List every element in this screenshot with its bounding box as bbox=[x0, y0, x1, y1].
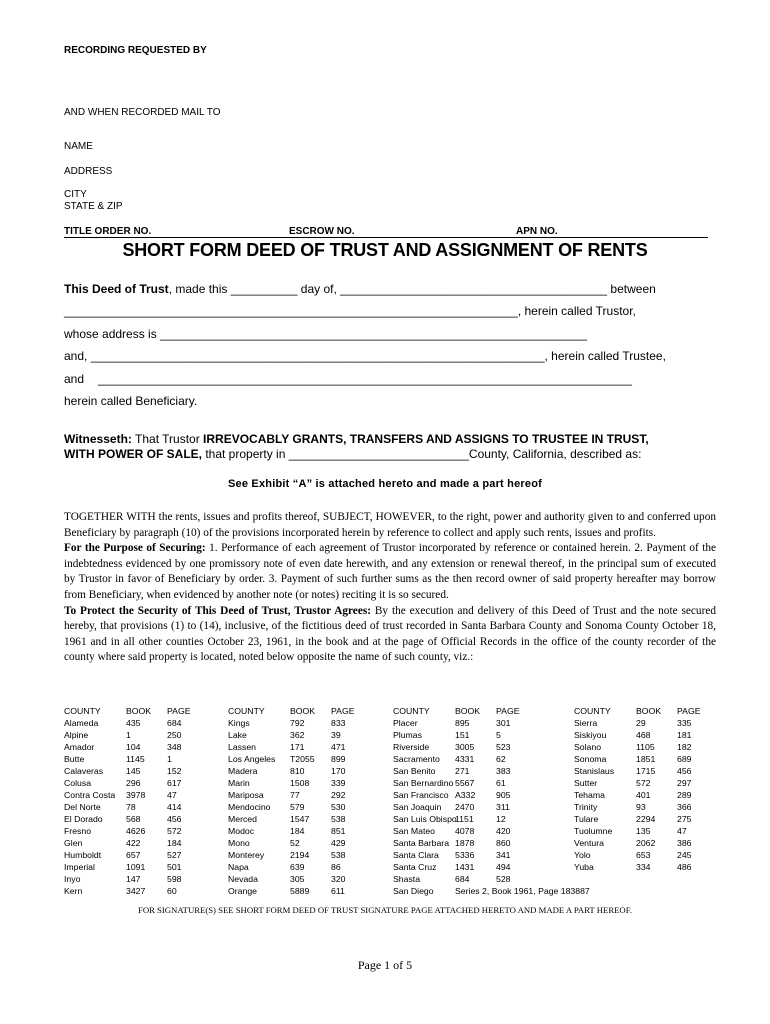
county-cell: 12 bbox=[496, 814, 506, 824]
page-column bbox=[167, 705, 191, 897]
county-cell: Amador bbox=[64, 742, 95, 752]
county-cell: Plumas bbox=[393, 730, 422, 740]
county-cell: 523 bbox=[496, 742, 511, 752]
county-cell: 3978 bbox=[126, 790, 146, 800]
county-cell: Mariposa bbox=[228, 790, 264, 800]
state-zip-label: STATE & ZIP bbox=[64, 201, 123, 212]
county-cell: 2294 bbox=[636, 814, 656, 824]
and-label: and bbox=[64, 372, 85, 386]
county-cell: 4078 bbox=[455, 826, 475, 836]
county-cell: 181 bbox=[677, 730, 692, 740]
beneficiary-blank: ________________________________________________________________________________ bbox=[98, 372, 632, 386]
county-cell: 538 bbox=[331, 850, 346, 860]
county-cell: 147 bbox=[126, 874, 141, 884]
county-cell: Alameda bbox=[64, 718, 99, 728]
county-cell: 184 bbox=[290, 826, 305, 836]
page-column bbox=[331, 705, 355, 897]
county-cell: Sutter bbox=[574, 778, 598, 788]
county-cell: Del Norte bbox=[64, 802, 101, 812]
purpose-text: 1. Performance of each agreement of Trustor incorporated by reference or contained herein. 2. Payment of the indebtedness evidenced by one promissory note of even date herewith, and any extension or renewal thereof, in the principal sum of executed by Trustor in favor of Beneficiary by order. 3. Payment of such further sums as the then record owner of said property hereafter may borrow from Beneficiary, when evidenced by another note (or notes) reciting it is so secured. bbox=[64, 542, 716, 601]
county-cell: 1715 bbox=[636, 766, 656, 776]
county-cell: 414 bbox=[167, 802, 182, 812]
county-cell: 905 bbox=[496, 790, 511, 800]
column-header: BOOK bbox=[290, 706, 316, 716]
witnesseth-text: That Trustor bbox=[131, 432, 204, 446]
county-cell: Napa bbox=[228, 862, 249, 872]
county-cell: Marin bbox=[228, 778, 250, 788]
county-cell: Trinity bbox=[574, 802, 598, 812]
county-cell: 145 bbox=[126, 766, 141, 776]
county-cell: 1 bbox=[126, 730, 131, 740]
county-cell: 792 bbox=[290, 718, 305, 728]
county-cell: 93 bbox=[636, 802, 646, 812]
protect-paragraph bbox=[64, 604, 716, 666]
county-cell: 184 bbox=[167, 838, 182, 848]
apn-label: APN NO. bbox=[516, 226, 558, 237]
county-cell: 833 bbox=[331, 718, 346, 728]
county-cell: 104 bbox=[126, 742, 141, 752]
page-column bbox=[496, 705, 520, 885]
county-cell: Ventura bbox=[574, 838, 604, 848]
county-cell: 170 bbox=[331, 766, 346, 776]
address-label: ADDRESS bbox=[64, 166, 113, 177]
county-cell: 860 bbox=[496, 838, 511, 848]
county-cell: Calaveras bbox=[64, 766, 104, 776]
county-cell: Madera bbox=[228, 766, 258, 776]
witnesseth-line-2 bbox=[64, 447, 641, 461]
county-cell: San Francisco bbox=[393, 790, 449, 800]
title-order-label: TITLE ORDER NO. bbox=[64, 226, 152, 237]
county-cell: 684 bbox=[167, 718, 182, 728]
county-cell: 538 bbox=[331, 814, 346, 824]
book-column bbox=[636, 705, 661, 873]
county-cell: 1 bbox=[167, 754, 172, 764]
recording-requested-label: RECORDING REQUESTED BY bbox=[64, 45, 207, 56]
county-cell: 386 bbox=[677, 838, 692, 848]
county-cell: 62 bbox=[496, 754, 506, 764]
county-cell: 471 bbox=[331, 742, 346, 752]
county-cell: Yolo bbox=[574, 850, 591, 860]
county-cell: 151 bbox=[455, 730, 470, 740]
county-cell: 528 bbox=[496, 874, 511, 884]
county-cell: 1878 bbox=[455, 838, 475, 848]
county-cell: 1508 bbox=[290, 778, 310, 788]
county-cell: San Luis Obispo bbox=[393, 814, 457, 824]
header-divider bbox=[64, 237, 708, 238]
column-header: PAGE bbox=[331, 706, 355, 716]
county-cell: 5336 bbox=[455, 850, 475, 860]
county-cell: 301 bbox=[496, 718, 511, 728]
county-cell: Stanislaus bbox=[574, 766, 615, 776]
county-cell: 4626 bbox=[126, 826, 146, 836]
signature-page-note: FOR SIGNATURE(S) SEE SHORT FORM DEED OF TRUST SIGNATURE PAGE ATTACHED HERETO AND MADE A PART HEREOF. bbox=[137, 905, 632, 915]
county-cell: 617 bbox=[167, 778, 182, 788]
county-cell: 1151 bbox=[455, 814, 474, 824]
county-cell: 292 bbox=[331, 790, 346, 800]
county-cell: 1145 bbox=[126, 754, 145, 764]
deed-date-line bbox=[64, 282, 656, 296]
county-cell: 275 bbox=[677, 814, 692, 824]
county-cell: 435 bbox=[126, 718, 141, 728]
county-cell: 296 bbox=[126, 778, 141, 788]
county-cell: Fresno bbox=[64, 826, 92, 836]
together-with-paragraph: TOGETHER WITH the rents, issues and profits thereof, SUBJECT, HOWEVER, to the right, power and authority given to and conferred upon Beneficiary by paragraph (10) of the provisions incorporated herein by reference to collect and apply such rents, issues and profits. bbox=[64, 511, 716, 539]
county-cell: Series 2, Book 1961, Page 183887 bbox=[455, 886, 590, 896]
county-cell: 530 bbox=[331, 802, 346, 812]
county-name-column bbox=[64, 705, 115, 897]
deed-date-text: , made this __________ day of, ________________________________________ between bbox=[168, 282, 656, 296]
county-cell: Imperial bbox=[64, 862, 95, 872]
county-cell: 78 bbox=[126, 802, 136, 812]
county-cell: 245 bbox=[677, 850, 692, 860]
county-cell: 2470 bbox=[455, 802, 475, 812]
county-cell: Lassen bbox=[228, 742, 257, 752]
county-cell: 305 bbox=[290, 874, 305, 884]
county-cell: 366 bbox=[677, 802, 692, 812]
county-cell: 341 bbox=[496, 850, 511, 860]
trustor-address-line: whose address is ________________________________________________________________ bbox=[64, 327, 588, 341]
column-header: PAGE bbox=[496, 706, 520, 716]
county-cell: Sonoma bbox=[574, 754, 607, 764]
county-cell: 3427 bbox=[126, 886, 146, 896]
page-number: Page 1 of 5 bbox=[357, 958, 413, 972]
county-cell: 4331 bbox=[455, 754, 475, 764]
county-cell: San Benito bbox=[393, 766, 436, 776]
county-cell: 2194 bbox=[290, 850, 310, 860]
county-cell: Glen bbox=[64, 838, 83, 848]
county-cell: San Mateo bbox=[393, 826, 436, 836]
county-cell: 422 bbox=[126, 838, 141, 848]
county-cell: Solano bbox=[574, 742, 602, 752]
county-cell: 501 bbox=[167, 862, 182, 872]
county-cell: 47 bbox=[677, 826, 687, 836]
county-cell: 335 bbox=[677, 718, 692, 728]
column-header: PAGE bbox=[167, 706, 191, 716]
county-cell: 383 bbox=[496, 766, 511, 776]
county-cell: A332 bbox=[455, 790, 476, 800]
county-cell: San Bernardino bbox=[393, 778, 454, 788]
county-cell: 456 bbox=[677, 766, 692, 776]
county-cell: 5567 bbox=[455, 778, 475, 788]
trustee-line: and, ____________________________________________________________________, herein called Trustee, bbox=[64, 349, 666, 363]
county-cell: 297 bbox=[677, 778, 692, 788]
county-cell: Inyo bbox=[64, 874, 81, 884]
county-cell: 1091 bbox=[126, 862, 146, 872]
column-header: PAGE bbox=[677, 706, 701, 716]
county-cell: 3005 bbox=[455, 742, 475, 752]
county-cell: 899 bbox=[331, 754, 346, 764]
county-cell: Tehama bbox=[574, 790, 605, 800]
trustor-line: ____________________________________________________________________, herein called Trustor, bbox=[64, 304, 636, 318]
county-cell: Monterey bbox=[228, 850, 265, 860]
county-cell: 401 bbox=[636, 790, 651, 800]
county-cell: 311 bbox=[496, 802, 510, 812]
county-cell: Shasta bbox=[393, 874, 421, 884]
county-cell: 334 bbox=[636, 862, 651, 872]
county-cell: 271 bbox=[455, 766, 470, 776]
column-header: COUNTY bbox=[64, 706, 101, 716]
county-cell: 171 bbox=[290, 742, 305, 752]
county-cell: 684 bbox=[455, 874, 470, 884]
county-cell: 810 bbox=[290, 766, 305, 776]
county-cell: 611 bbox=[331, 886, 345, 896]
county-cell: El Dorado bbox=[64, 814, 103, 824]
county-cell: 320 bbox=[331, 874, 346, 884]
protect-label: To Protect the Security of This Deed of Trust, Trustor Agrees: bbox=[64, 604, 371, 617]
county-cell: 1851 bbox=[636, 754, 656, 764]
county-cell: Sierra bbox=[574, 718, 598, 728]
county-cell: San Diego bbox=[393, 886, 434, 896]
county-cell: 5 bbox=[496, 730, 501, 740]
county-cell: Siskiyou bbox=[574, 730, 607, 740]
county-cell: 486 bbox=[677, 862, 692, 872]
county-cell: 572 bbox=[167, 826, 182, 836]
county-cell: 572 bbox=[636, 778, 651, 788]
protect-text: By the execution and delivery of this Deed of Trust and the note secured hereby, that provisions (1) to (14), inclusive, of the fictitious deed of trust recorded in Santa Barbara County and Sonoma County October 18, 1961 and in all other counties October 23, 1961, in the book and at the page of Official Records in the office of the county recorder of the county where said property is located, noted below opposite the name of such county, viz.: bbox=[64, 604, 716, 664]
county-cell: 568 bbox=[126, 814, 141, 824]
county-cell: San Joaquin bbox=[393, 802, 442, 812]
page-column bbox=[677, 705, 701, 873]
county-cell: Modoc bbox=[228, 826, 255, 836]
county-cell: 289 bbox=[677, 790, 692, 800]
county-cell: Kern bbox=[64, 886, 83, 896]
county-cell: 5889 bbox=[290, 886, 310, 896]
county-cell: 579 bbox=[290, 802, 305, 812]
county-cell: 639 bbox=[290, 862, 305, 872]
column-header: COUNTY bbox=[228, 706, 265, 716]
grants-clause: IRREVOCABLY GRANTS, TRANSFERS AND ASSIGNS TO TRUSTEE IN TRUST, bbox=[203, 432, 649, 446]
county-cell: 182 bbox=[677, 742, 692, 752]
county-cell: Tuolumne bbox=[574, 826, 613, 836]
county-cell: Santa Barbara bbox=[393, 838, 450, 848]
county-cell: 152 bbox=[167, 766, 182, 776]
deed-label: This Deed of Trust bbox=[64, 282, 169, 296]
county-cell: Butte bbox=[64, 754, 85, 764]
county-cell: 598 bbox=[167, 874, 182, 884]
county-cell: 689 bbox=[677, 754, 692, 764]
county-cell: 2062 bbox=[636, 838, 656, 848]
county-name-column bbox=[228, 705, 275, 897]
county-cell: 77 bbox=[290, 790, 300, 800]
name-label: NAME bbox=[64, 141, 93, 152]
county-cell: Humboldt bbox=[64, 850, 102, 860]
county-cell: Contra Costa bbox=[64, 790, 116, 800]
county-cell: Alpine bbox=[64, 730, 89, 740]
county-cell: Nevada bbox=[228, 874, 258, 884]
book-column bbox=[455, 705, 590, 897]
witnesseth-label: Witnesseth: bbox=[64, 432, 132, 446]
exhibit-reference: See Exhibit “A” is attached hereto and made a part hereof bbox=[228, 478, 542, 490]
county-cell: 135 bbox=[636, 826, 651, 836]
county-cell: 527 bbox=[167, 850, 182, 860]
county-cell: Orange bbox=[228, 886, 257, 896]
county-cell: Tulare bbox=[574, 814, 599, 824]
county-cell: 250 bbox=[167, 730, 182, 740]
county-cell: 1105 bbox=[636, 742, 655, 752]
county-cell: Yuba bbox=[574, 862, 594, 872]
county-cell: Merced bbox=[228, 814, 257, 824]
county-cell: Colusa bbox=[64, 778, 92, 788]
beneficiary-line bbox=[64, 372, 632, 386]
column-header: BOOK bbox=[636, 706, 662, 716]
witnesseth-line-1 bbox=[64, 432, 649, 446]
column-header: BOOK bbox=[455, 706, 481, 716]
county-cell: 86 bbox=[331, 862, 341, 872]
county-cell: 61 bbox=[496, 778, 506, 788]
county-cell: 420 bbox=[496, 826, 511, 836]
county-cell: 1431 bbox=[455, 862, 475, 872]
city-label: CITY bbox=[64, 189, 87, 200]
county-cell: Santa Clara bbox=[393, 850, 439, 860]
county-cell: Riverside bbox=[393, 742, 430, 752]
county-cell: 29 bbox=[636, 718, 646, 728]
deed-provisions bbox=[64, 510, 716, 666]
beneficiary-label: herein called Beneficiary. bbox=[64, 394, 198, 408]
county-cell: 851 bbox=[331, 826, 346, 836]
escrow-label: ESCROW NO. bbox=[289, 226, 355, 237]
column-header: BOOK bbox=[126, 706, 152, 716]
county-cell: 339 bbox=[331, 778, 346, 788]
purpose-label: For the Purpose of Securing: bbox=[64, 542, 206, 555]
county-cell: T2055 bbox=[290, 754, 315, 764]
county-cell: 348 bbox=[167, 742, 182, 752]
county-cell: Santa Cruz bbox=[393, 862, 437, 872]
book-column bbox=[126, 705, 151, 897]
book-column bbox=[290, 705, 315, 897]
county-name-column bbox=[574, 705, 614, 873]
document-title: SHORT FORM DEED OF TRUST AND ASSIGNMENT OF RENTS bbox=[122, 240, 648, 260]
county-cell: 52 bbox=[290, 838, 300, 848]
power-of-sale-clause: WITH POWER OF SALE, bbox=[64, 447, 202, 461]
county-cell: Kings bbox=[228, 718, 250, 728]
column-header: COUNTY bbox=[574, 706, 611, 716]
county-description-text: that property in ___________________________County, California, described as: bbox=[202, 447, 642, 461]
county-cell: 429 bbox=[331, 838, 346, 848]
county-cell: Lake bbox=[228, 730, 247, 740]
county-cell: Los Angeles bbox=[228, 754, 276, 764]
county-cell: 1547 bbox=[290, 814, 310, 824]
county-cell: 456 bbox=[167, 814, 182, 824]
county-cell: 468 bbox=[636, 730, 651, 740]
county-cell: 657 bbox=[126, 850, 141, 860]
county-cell: 47 bbox=[167, 790, 177, 800]
county-cell: 60 bbox=[167, 886, 177, 896]
county-cell: 653 bbox=[636, 850, 651, 860]
county-cell: 494 bbox=[496, 862, 511, 872]
column-header: COUNTY bbox=[393, 706, 430, 716]
county-cell: Mendocino bbox=[228, 802, 271, 812]
county-cell: 39 bbox=[331, 730, 341, 740]
county-cell: 362 bbox=[290, 730, 305, 740]
county-name-column bbox=[393, 705, 457, 897]
county-cell: Placer bbox=[393, 718, 418, 728]
purpose-paragraph bbox=[64, 541, 716, 603]
county-cell: Mono bbox=[228, 838, 250, 848]
county-cell: Sacramento bbox=[393, 754, 440, 764]
county-cell: 895 bbox=[455, 718, 470, 728]
mail-to-label: AND WHEN RECORDED MAIL TO bbox=[64, 107, 221, 118]
